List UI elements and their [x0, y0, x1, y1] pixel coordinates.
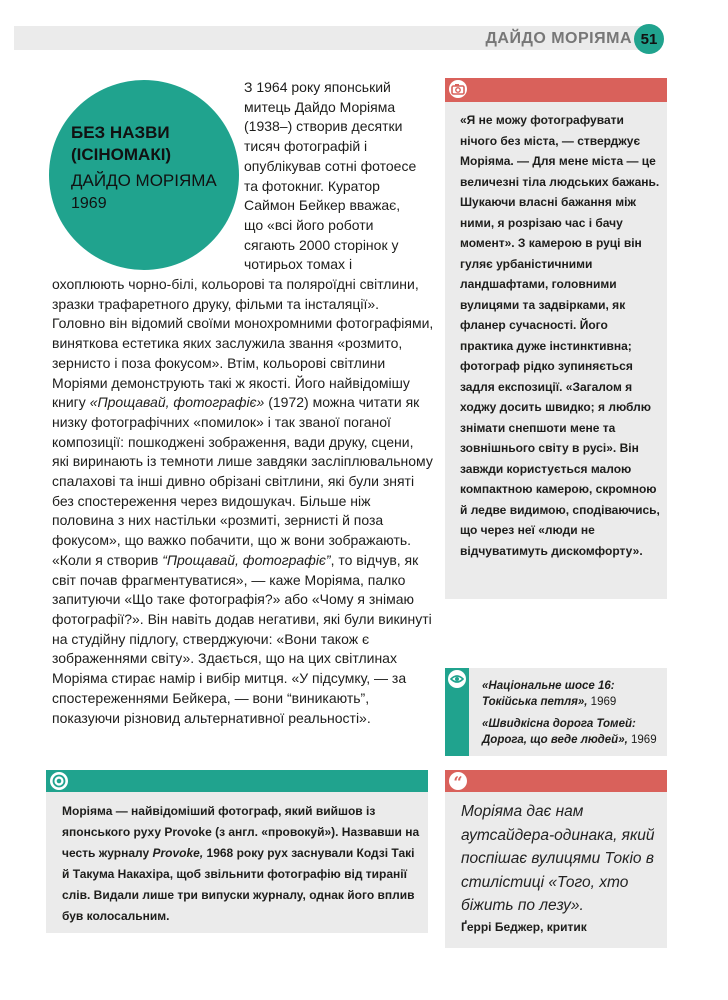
- work-year: 1969: [631, 734, 657, 746]
- artwork-artist: ДАЙДО МОРІЯМА: [71, 171, 217, 190]
- intro-line: опублікував сотні фотоесе: [244, 157, 417, 174]
- body-text: , то відчув, як світ почав фрагментуватися», — каже Моріяма, палко запитуючи «Що таке фотографія?» або «Чому я знімаю фотографії?». Він навіть додав негативи, які були викинуті на студійну підлогу, стверджуючи: «Вони також є зображеннями світу». Здається, що на цих світлинах Моріяма стирає намір і вибір митця. «У підсумку, — за спостереженнями Бейкера, — вони “виникають”, показуючи різновид альтернативної реальності».: [52, 551, 432, 726]
- info-box: [46, 770, 428, 933]
- key-works-panel: [445, 668, 667, 756]
- work-year: 1969: [590, 696, 617, 708]
- quote-sidebar-text: «Я не можу фотографувати нічого без міста, — стверджує Моріяма. — Для мене міста — це величезні тіла людських бажань. Шукаючи власні бажання між ними, я розрізаю час і бачу момент». З камерою в руці він гуляє урбаністичними ландшафтами, головними вулицями та задвірками, як фланер сучасності. Його практика дуже інстинктивна; фотограф рідко зупиняється задля експозиції. «Загалом я ходжу досить швидко; я люблю знімати снепшоти мене та зовнішнього світу в русі». Він завжди користується малою компактною камерою, скромною й ледве видимою, сподіваючись, що через неї «люди не відчуватимуть дискомфорту».: [460, 113, 660, 558]
- intro-line: Саймон Бейкер вважає,: [244, 197, 401, 214]
- list-item: [482, 716, 667, 748]
- book-title: «Прощавай, фотографіє»: [89, 394, 265, 411]
- key-works-list: [482, 678, 667, 754]
- main-article: [52, 78, 434, 728]
- article-body: [52, 275, 434, 728]
- magazine-title: Provoke,: [152, 846, 204, 860]
- key-works-bar: [445, 668, 469, 756]
- artwork-title-line1: БЕЗ НАЗВИ: [71, 123, 170, 142]
- work-title: «Національне шосе 16: Токійська петля»,: [482, 680, 615, 708]
- quote-sidebar-bar: [445, 78, 667, 102]
- pull-quote-text: Моріяма дає нам аутсайдера-одинака, який поспішає вулицями Токіо в стилістиці «Того, хто біжить по лезу».: [461, 803, 655, 914]
- body-text: охоплюють чорно-білі, кольорові та поляроїдні світлини, зразки трафаретного друку, фільми та інсталяції». Головно він відомий своїми монохромними фотографіями, винятковa естетика яких заслужила звання «розмито, зернисто і поза фокусом». Втім, кольорові світлини Моріями демонструють такі ж якості. Його найвідомішу книгу: [52, 276, 434, 411]
- quote-sidebar: [445, 78, 667, 599]
- info-box-bar: [46, 770, 428, 792]
- intro-line: митець Дайдо Моріяма: [244, 98, 396, 115]
- intro-line: що «всі його роботи: [244, 216, 374, 233]
- artwork-year: 1969: [71, 195, 107, 212]
- intro-line: З 1964 року японський: [244, 79, 391, 95]
- work-title: «Швидкісна дорога Томей: Дорога, що веде людей»,: [482, 718, 636, 746]
- pull-quote-attribution: Ґеррі Беджер, критик: [461, 920, 587, 934]
- artwork-title-line2: (ІСІНОМАКІ): [71, 145, 172, 164]
- intro-line: чотирьох томах і: [244, 256, 353, 273]
- eye-icon: [448, 670, 466, 688]
- intro-line: сягають 2000 сторінок у: [244, 236, 399, 253]
- info-box-text: [62, 801, 422, 927]
- intro-line: та фотокниг. Куратор: [244, 177, 380, 194]
- page-number: 51: [634, 24, 664, 54]
- info-text: Моріяма — найвідоміший фотограф, який вийшов із японського руху Provoke (з англ. «провокуй»). Назвавши на честь журналу: [62, 804, 420, 860]
- intro-line: тисяч фотографій і: [244, 138, 368, 155]
- camera-icon: [449, 80, 467, 98]
- book-title: “Прощавай, фотографіє”: [162, 551, 331, 568]
- body-text: (1972) можна читати як низку фотографічних «помилок» і так званої поганої композиції: пошкоджені зображення, вади друку, сцени, які виринають із темноти лише завдяки засліплювальному спалахові та інші дивно обрізані світлини, які були зняті без спостереження через видошукач. Більше ніж половина з них настільки «розмиті, зернисті й поза фокусом», що важко побачити, що ж вони зображають. «Коли я створив: [52, 394, 433, 568]
- pull-quote-bar: [445, 770, 667, 792]
- list-item: [482, 678, 667, 710]
- info-text: 1968 року рух заснували Кодзі Такі й Такума Накахіра, щоб звільнити фотографію від тиранії слів. Видали лише три випуски журналу, однак його вплив був колосальним.: [62, 846, 415, 923]
- target-icon: [50, 772, 68, 790]
- running-head: ДАЙДО МОРІЯМА: [485, 30, 632, 47]
- intro-line: (1938–) створив десятки: [244, 118, 403, 135]
- quote-icon: “: [449, 772, 467, 790]
